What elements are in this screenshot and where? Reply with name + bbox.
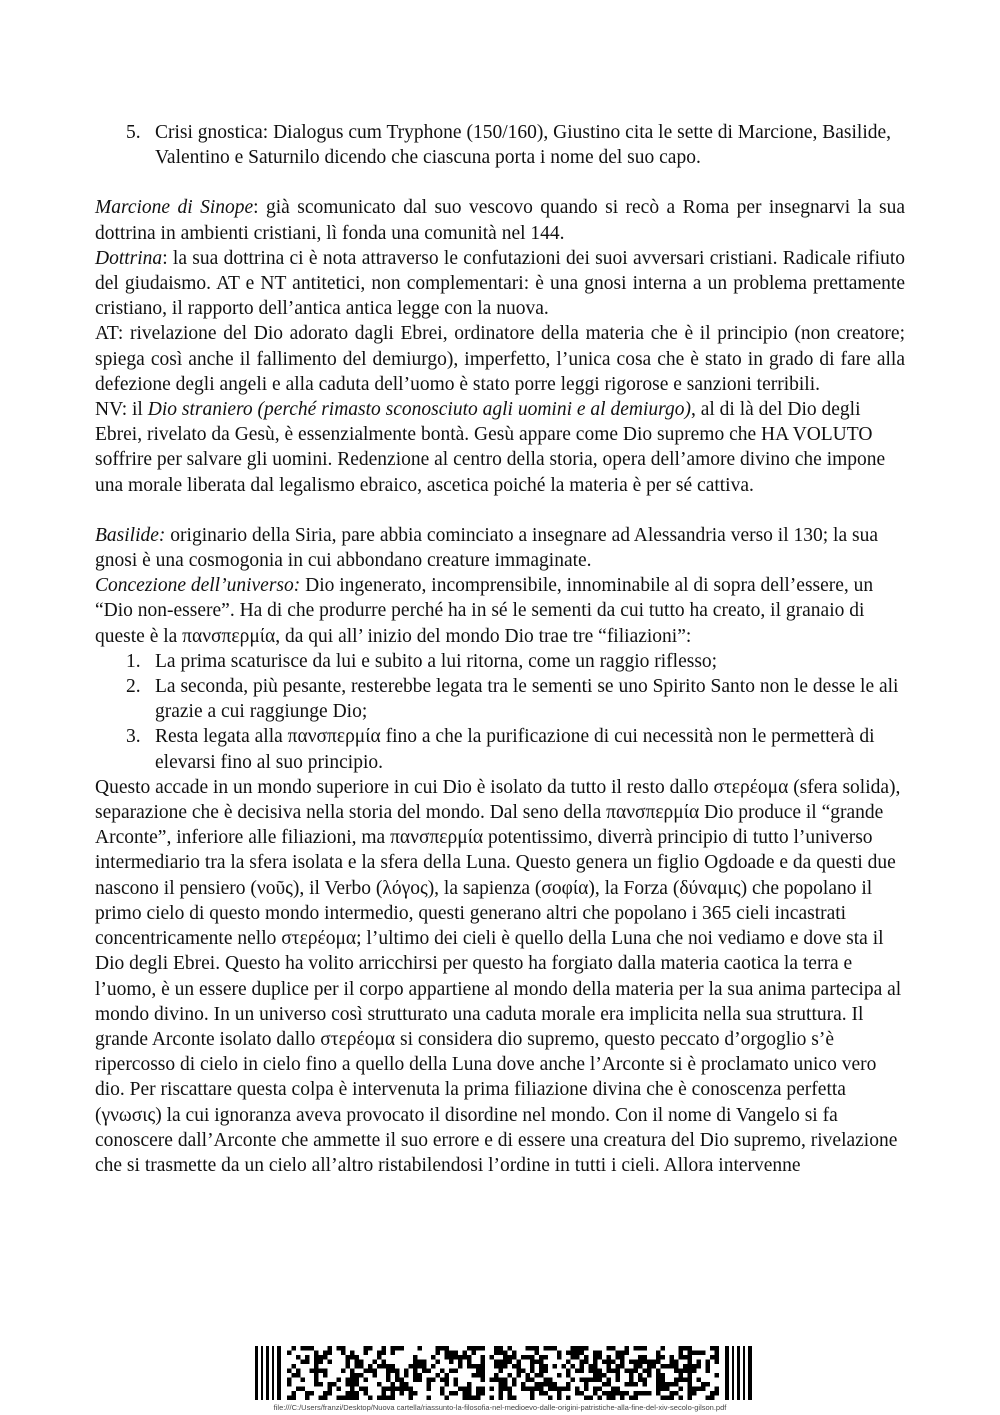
barcode-image: [255, 1346, 755, 1400]
marcione-at: AT: rivelazione del Dio adorato dagli Ebrei, ordinatore della materia che è il principio (non creatore; spiega così anche il fallimento del demiurgo), imperfetto, l’unica cosa che è stato in grado di fare alla defezione degli angeli e alla caduta dell’uomo è stato porre leggi rigorose e sanzioni terribili.: [95, 323, 905, 395]
marcione-dottrina: Dottrina: la sua dottrina ci è nota attraverso le confutazioni dei suoi avversari cristiani. Radicale rifiuto del giudaismo. AT e NT antitetici, non complementari: è una gnosi interna a un problema prettamente cristiano, il rapporto dell’antica antica legge con la nuova.: [95, 247, 905, 320]
numbered-list-top: [95, 120, 905, 170]
basilide-intro: Basilide: originario della Siria, pare abbia cominciato a insegnare ad Alessandria verso il 130; la sua gnosi è una cosmogonia in cui abbondano creature immaginate.: [95, 524, 879, 572]
list-item-number: 5.: [126, 122, 141, 143]
list-item-text: Crisi gnostica: Dialogus cum Tryphone (150/160), Giustino cita le sette di Marcione, Basilide, Valentino e Saturnilo dicendo che ciascuna porta i nome del suo capo.: [155, 122, 892, 169]
file-path-footer: file:///C:/Users/franzi/Desktop/Nuova cartella/riassunto-la-filosofia-nel-medioevo-dalle-origini-patristiche-alla-fine-del-xiv-secolo-gilson.pdf: [273, 1403, 727, 1412]
list-item: 1. La prima scaturisce da lui e subito a lui ritorna, come un raggio riflesso;: [126, 650, 718, 672]
marcione-intro: Marcione di Sinope: già scomunicato dal suo vescovo quando si recò a Roma per insegnarvi la sua dottrina in ambienti cristiani, lì fonda una comunità nel 144.: [95, 197, 906, 244]
basilide-cosmogonia: Questo accade in un mondo superiore in cui Dio è isolato da tutto il resto dallo στερέομα (sfera solida), separazione che è decisiva nella storia del mondo. Dal seno della πανσπερμία Dio produce il “grande Arconte”, inferiore alle filiazioni, ma πανσπερμία potentissimo, diverrà principio di tutto l’universo intermediario tra la sfera isolata e la sfera della Luna. Questo genera un figlio Ogdoade e da questi due nascono il pensiero (νοῦς), il Verbo (λόγος), la sapienza (σοφία), la Forza (δύναμις) che popolano il primo cielo di questo mondo intermedio, questi generano altri che popolano i 365 cieli incastrati concentricamente nello στερέομα; l’ultimo dei cieli è quello della Luna che noi vediamo e dove sta il Dio degli Ebrei. Questo ha volito arricchirsi per questo ha forgiato dalla materia caotica la terra e l’uomo, è un essere duplice per il corpo appartiene al mondo della materia per la sua anima partecipa al mondo divino. In un universo così strutturato una caduta morale era implicita nella sua struttura. Il grande Arconte isolato dallo στερέομα si considera dio supremo, questo peccato d’orgoglio s’è ripercosso di cielo in cielo fino a quello della Luna dove anche l’Arconte si è proclamato unico vero dio. Per riscattare questa colpa è intervenuta la prima filiazione divina che è conoscenza perfetta (γνωσις) la cui ignoranza aveva provocato il disordine nel mondo. Con il nome di Vangelo si fa conoscere dall’Arconte che ammette il suo errore e di essere una creatura del Dio supremo, rivelazione che si trasmette da un cielo all’altro ristabilendosi l’ordine in tutti i cieli. Allora intervenne: [95, 776, 902, 1176]
list-item: 3. Resta legata alla πανσπερμία fino a che la purificazione di cui necessità non le permetterà di elevarsi fino al suo principio.: [126, 726, 875, 773]
list-item: [95, 120, 905, 170]
term-label: Dottrina: [95, 247, 163, 269]
term-label: Basilide:: [95, 524, 166, 546]
term-label: Marcione di Sinope: [95, 197, 254, 219]
list-item: 2. La seconda, più pesante, resterebbe legata tra le sementi se uno Spirito Santo non le desse le ali grazie a cui raggiunge Dio;: [126, 676, 899, 723]
document-page: [95, 120, 905, 1178]
basilide-universo: Concezione dell’universo: Dio ingenerato, incomprensibile, innominabile al di sopra dell’essere, un “Dio non-essere”. Ha di che produrre perché ha in sé le sementi da cui tutto ha creato, il granaio di queste è la πανσπερμία, da qui all’ inizio del mondo Dio trae tre “filiazioni”:: [95, 575, 874, 647]
filiazioni-list: [95, 649, 905, 775]
marcione-nv: NV: il Dio straniero (perché rimasto sconosciuto agli uomini e al demiurgo), al di là del Dio degli Ebrei, rivelato da Gesù, è essenzialmente bontà. Gesù appare come Dio supremo che HA VOLUTO soffrire per salvare gli uomini. Redenzione al centro della storia, opera dell’amore divino che impone una morale liberata dal legalismo ebraico, ascetica poiché la materia è per sé cattiva.: [95, 399, 886, 496]
term-label: Concezione dell’universo:: [95, 575, 301, 597]
